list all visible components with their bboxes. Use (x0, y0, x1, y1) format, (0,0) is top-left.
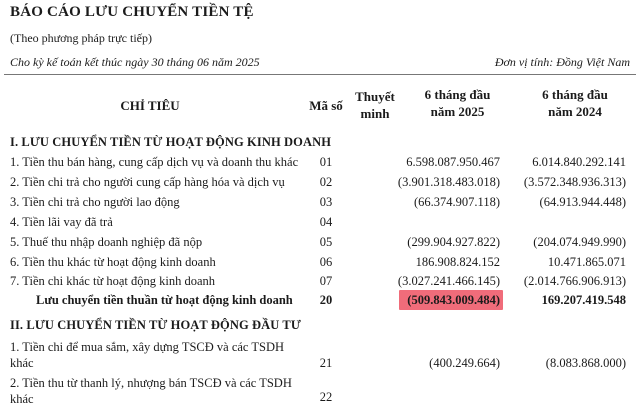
row-label: 7. Tiền chi khác từ hoạt động kinh doanh (10, 274, 216, 288)
row-value-2024: 6.014.840.292.141 (532, 155, 626, 169)
row-value-2024: (64.913.944.448) (539, 195, 626, 209)
row-label: 2. Tiền thu từ thanh lý, nhượng bán TSCĐ và các TSDH khác (10, 376, 292, 406)
row-value-2024: 10.471.865.071 (547, 255, 626, 269)
row-value-2025: 186.908.824.152 (415, 255, 500, 269)
row-label: 1. Tiền thu bán hàng, cung cấp dịch vụ và doanh thu khác (10, 155, 299, 169)
row-code: 21 (319, 356, 333, 370)
row-value-2024: (2.014.766.906.913) (523, 274, 626, 288)
row-code: 22 (319, 390, 333, 404)
report-unit: Đơn vị tính: Đồng Việt Nam (494, 55, 630, 69)
total-row-code: 20 (319, 293, 333, 307)
total-row-value-2025: (509.843.009.484) (407, 293, 500, 307)
section-title-investing: II. LƯU CHUYỂN TIỀN TỪ HOẠT ĐỘNG ĐẦU TƯ (10, 318, 301, 332)
report-method: (Theo phương pháp trực tiếp) (10, 31, 152, 45)
report-period: Cho kỳ kế toán kết thúc ngày 30 tháng 06 năm 2025 (10, 55, 260, 69)
row-value-2025: (3.901.318.483.018) (397, 175, 500, 189)
row-label: 3. Tiền chi trả cho người lao động (10, 195, 180, 209)
row-label: 5. Thuế thu nhập doanh nghiệp đã nộp (10, 235, 203, 249)
header-divider (4, 74, 636, 75)
row-value-2025: (400.249.664) (429, 356, 500, 370)
row-label: 4. Tiền lãi vay đã trả (10, 215, 113, 229)
row-code: 05 (319, 235, 333, 249)
row-value-2024: (3.572.348.936.313) (523, 175, 626, 189)
column-header-2025-line1: 6 tháng đầu (424, 87, 491, 102)
row-code: 04 (319, 215, 333, 229)
row-code: 01 (319, 155, 333, 169)
column-header-2025-line2: năm 2025 (430, 104, 485, 119)
row-value-2025: (66.374.907.118) (414, 195, 500, 209)
total-row-label: Lưu chuyển tiền thuần từ hoạt động kinh doanh (36, 293, 293, 307)
report-title: BÁO CÁO LƯU CHUYỂN TIỀN TỆ (10, 4, 254, 20)
row-code: 07 (319, 274, 333, 288)
row-code: 02 (319, 175, 333, 189)
column-header-2024-line1: 6 tháng đầu (542, 87, 608, 102)
row-label: 6. Tiền thu khác từ hoạt động kinh doanh (10, 255, 216, 269)
total-row-value-2024: 169.207.419.548 (541, 293, 626, 307)
column-header-2024 (510, 86, 640, 120)
section-title-operating: I. LƯU CHUYỂN TIỀN TỪ HOẠT ĐỘNG KINH DOANH (10, 135, 332, 149)
column-header-note-line2: minh (360, 106, 390, 121)
row-value-2025: 6.598.087.950.467 (406, 155, 500, 169)
row-value-2025: (3.027.241.466.145) (397, 274, 500, 288)
row-label: 2. Tiền chi trả cho người cung cấp hàng hóa và dịch vụ (10, 175, 285, 189)
column-header-2024-line2: năm 2024 (548, 104, 602, 119)
row-value-2024: (204.074.949.990) (533, 235, 626, 249)
row-value-2024: (8.083.868.000) (545, 356, 626, 370)
column-header-item: CHỈ TIÊU (120, 98, 180, 113)
column-header-code: Mã số (309, 98, 343, 113)
row-code: 03 (319, 195, 333, 209)
column-header-note-line1: Thuyết (355, 89, 395, 104)
row-code: 06 (319, 255, 333, 269)
row-label: 1. Tiền chi để mua sắm, xây dựng TSCĐ và các TSDH khác (10, 340, 284, 370)
row-value-2025: (299.904.927.822) (407, 235, 500, 249)
